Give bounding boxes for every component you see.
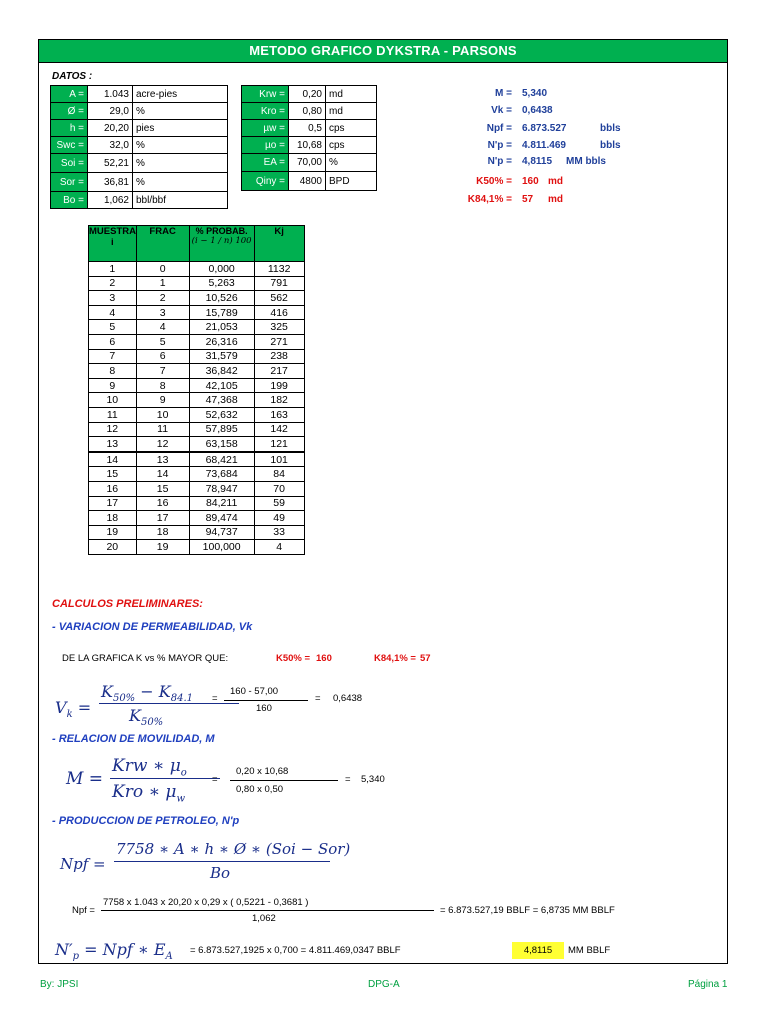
table-cell: 4 bbox=[136, 320, 189, 335]
np-line: = 6.873.527,1925 x 0,700 = 4.811.469,0347 BBLF bbox=[190, 945, 401, 956]
table-cell: 6 bbox=[136, 349, 189, 364]
page-title: METODO GRAFICO DYKSTRA - PARSONS bbox=[38, 39, 728, 63]
table-cell: 42,105 bbox=[189, 378, 254, 393]
table-cell: 5,263 bbox=[189, 276, 254, 291]
table-row bbox=[89, 407, 305, 422]
table-cell: 182 bbox=[254, 393, 304, 408]
table-row bbox=[89, 305, 305, 320]
result-k84-unit: md bbox=[548, 194, 563, 205]
table-row bbox=[89, 262, 305, 277]
result-vk-value: 0,6438 bbox=[522, 105, 553, 116]
table-cell: 57,895 bbox=[189, 422, 254, 437]
table-row bbox=[89, 364, 305, 379]
table-cell: 7 bbox=[89, 349, 137, 364]
table-cell: 14 bbox=[89, 452, 137, 467]
table-cell: 36,842 bbox=[189, 364, 254, 379]
table-row bbox=[89, 378, 305, 393]
table-row bbox=[89, 393, 305, 408]
table-cell: 0 bbox=[136, 262, 189, 277]
table-cell: 3 bbox=[89, 291, 137, 306]
table-cell: 16 bbox=[89, 481, 137, 496]
np-highlight: 4,8115 bbox=[512, 942, 564, 959]
table-cell: 73,684 bbox=[189, 467, 254, 482]
table-cell: 9 bbox=[136, 393, 189, 408]
footer-center: DPG-A bbox=[368, 979, 400, 990]
input-row-swc: Swc = 32,0 % bbox=[51, 137, 228, 154]
result-npmm-value: 4,8115 bbox=[522, 156, 553, 167]
table-cell: 84 bbox=[254, 467, 304, 482]
table-cell: 15 bbox=[136, 481, 189, 496]
table-cell: 63,158 bbox=[189, 437, 254, 452]
result-npf-value: 6.873.527 bbox=[522, 123, 567, 134]
table-cell: 142 bbox=[254, 422, 304, 437]
m-result: 5,340 bbox=[361, 774, 385, 785]
k84-label: K84,1% = bbox=[374, 653, 416, 664]
table-row bbox=[89, 525, 305, 540]
table-cell: 70 bbox=[254, 481, 304, 496]
table-row bbox=[89, 276, 305, 291]
table-cell: 271 bbox=[254, 334, 304, 349]
table-cell: 84,211 bbox=[189, 496, 254, 511]
table-cell: 89,474 bbox=[189, 511, 254, 526]
result-np-unit: bbls bbox=[600, 140, 621, 151]
table-cell: 33 bbox=[254, 525, 304, 540]
header-muestra: MUESTRA i bbox=[89, 226, 137, 262]
table-cell: 8 bbox=[89, 364, 137, 379]
table-cell: 13 bbox=[89, 437, 137, 452]
result-m-label: M = bbox=[495, 88, 512, 99]
table-body bbox=[89, 262, 305, 555]
table-cell: 59 bbox=[254, 496, 304, 511]
table-cell: 94,737 bbox=[189, 525, 254, 540]
npf-numerator: 7758 x 1.043 x 20,20 x 0,29 x ( 0,5221 - 0,3681 ) bbox=[103, 897, 309, 908]
input-row-phi: Ø = 29,0 % bbox=[51, 103, 228, 120]
table-cell: 6 bbox=[89, 334, 137, 349]
table-row bbox=[89, 291, 305, 306]
table-cell: 238 bbox=[254, 349, 304, 364]
input-row-qiny: Qiny = 4800 BPD bbox=[242, 172, 377, 191]
table-header-row bbox=[89, 226, 305, 262]
table-cell: 16 bbox=[136, 496, 189, 511]
table-cell: 17 bbox=[89, 496, 137, 511]
table-cell: 325 bbox=[254, 320, 304, 335]
results-block bbox=[430, 88, 630, 218]
table-cell: 4 bbox=[254, 540, 304, 555]
table-cell: 68,421 bbox=[189, 452, 254, 467]
k84-value: 57 bbox=[420, 653, 431, 664]
table-cell: 4 bbox=[89, 305, 137, 320]
table-cell: 11 bbox=[89, 407, 137, 422]
table-cell: 121 bbox=[254, 437, 304, 452]
input-row-a: A = 1.043 acre-pies bbox=[51, 86, 228, 103]
input-row-h: h = 20,20 pies bbox=[51, 120, 228, 137]
vk-heading: - VARIACION DE PERMEABILIDAD, Vk bbox=[52, 621, 253, 633]
result-np-label: N'p = bbox=[487, 140, 512, 151]
table-cell: 14 bbox=[136, 467, 189, 482]
table-cell: 1 bbox=[136, 276, 189, 291]
table-row bbox=[89, 496, 305, 511]
table-cell: 416 bbox=[254, 305, 304, 320]
table-cell: 10 bbox=[89, 393, 137, 408]
result-npf-unit: bbls bbox=[600, 123, 621, 134]
vk-numerator: 160 - 57,00 bbox=[230, 686, 279, 697]
table-cell: 18 bbox=[89, 511, 137, 526]
inputs-mid-table bbox=[241, 85, 377, 191]
table-cell: 78,947 bbox=[189, 481, 254, 496]
vk-text: DE LA GRAFICA K vs % MAYOR QUE: bbox=[62, 653, 229, 664]
m-heading: - RELACION DE MOVILIDAD, M bbox=[52, 733, 215, 745]
table-row bbox=[89, 452, 305, 467]
table-cell: 18 bbox=[136, 525, 189, 540]
table-cell: 3 bbox=[136, 305, 189, 320]
table-cell: 49 bbox=[254, 511, 304, 526]
input-row-bo: Bo = 1,062 bbl/bbf bbox=[51, 192, 228, 209]
table-cell: 10,526 bbox=[189, 291, 254, 306]
table-row bbox=[89, 320, 305, 335]
input-row-uo: µo = 10,68 cps bbox=[242, 137, 377, 154]
table-cell: 17 bbox=[136, 511, 189, 526]
result-k50-value: 160 bbox=[522, 176, 539, 187]
m-numerator: 0,20 x 10,68 bbox=[236, 766, 289, 777]
m-denominator: 0,80 x 0,50 bbox=[236, 784, 284, 795]
k50-value: 160 bbox=[316, 653, 332, 664]
footer-page: Página 1 bbox=[688, 979, 728, 990]
vk-result: 0,6438 bbox=[333, 693, 363, 704]
calculos-heading: CALCULOS PRELIMINARES: bbox=[52, 598, 203, 610]
table-row bbox=[89, 334, 305, 349]
input-row-kro: Kro = 0,80 md bbox=[242, 103, 377, 120]
npf-result: = 6.873.527,19 BBLF = 6,8735 MM BBLF bbox=[440, 905, 615, 916]
table-cell: 10 bbox=[136, 407, 189, 422]
table-row bbox=[89, 422, 305, 437]
table-cell: 2 bbox=[89, 276, 137, 291]
prob-formula: (i − 1 / n) 100 bbox=[191, 236, 252, 246]
k50-label: K50% = bbox=[276, 653, 311, 664]
table-cell: 199 bbox=[254, 378, 304, 393]
np-unit: MM BBLF bbox=[568, 945, 611, 956]
table-cell: 12 bbox=[136, 437, 189, 452]
muestra-table bbox=[88, 225, 305, 555]
result-npmm-unit: MM bbls bbox=[566, 156, 606, 167]
header-frac: FRAC bbox=[136, 226, 189, 262]
datos-label: DATOS : bbox=[52, 71, 93, 82]
table-cell: 12 bbox=[89, 422, 137, 437]
table-row bbox=[89, 481, 305, 496]
table-cell: 562 bbox=[254, 291, 304, 306]
vk-denominator: 160 bbox=[256, 703, 272, 714]
table-cell: 19 bbox=[136, 540, 189, 555]
np-heading: - PRODUCCION DE PETROLEO, N'p bbox=[52, 815, 240, 827]
input-row-uw: µw = 0,5 cps bbox=[242, 120, 377, 137]
result-k50-label: K50% = bbox=[476, 176, 512, 187]
input-row-ea: EA = 70,00 % bbox=[242, 154, 377, 172]
table-cell: 5 bbox=[136, 334, 189, 349]
table-cell: 47,368 bbox=[189, 393, 254, 408]
table-cell: 7 bbox=[136, 364, 189, 379]
table-row bbox=[89, 349, 305, 364]
table-cell: 26,316 bbox=[189, 334, 254, 349]
table-cell: 163 bbox=[254, 407, 304, 422]
np-formula: $N'_p$ = Npf ∗ $E_A$ bbox=[55, 940, 173, 963]
table-row bbox=[89, 540, 305, 555]
result-npf-label: Npf = bbox=[486, 123, 512, 134]
input-row-soi: Soi = 52,21 % bbox=[51, 154, 228, 173]
table-cell: 15 bbox=[89, 467, 137, 482]
header-kj: Kj bbox=[254, 226, 304, 262]
table-cell: 21,053 bbox=[189, 320, 254, 335]
input-row-sor: Sor = 36,81 % bbox=[51, 173, 228, 192]
table-cell: 11 bbox=[136, 422, 189, 437]
header-prob: % PROBAB. (i − 1 / n) 100 bbox=[189, 226, 254, 262]
result-np-value: 4.811.469 bbox=[522, 140, 566, 151]
table-cell: 9 bbox=[89, 378, 137, 393]
result-k50-unit: md bbox=[548, 176, 563, 187]
table-cell: 0,000 bbox=[189, 262, 254, 277]
table-cell: 5 bbox=[89, 320, 137, 335]
table-cell: 101 bbox=[254, 452, 304, 467]
table-cell: 1 bbox=[89, 262, 137, 277]
table-cell: 791 bbox=[254, 276, 304, 291]
table-cell: 100,000 bbox=[189, 540, 254, 555]
footer-author: By: JPSI bbox=[40, 979, 79, 990]
table-cell: 13 bbox=[136, 452, 189, 467]
table-cell: 20 bbox=[89, 540, 137, 555]
result-vk-label: Vk = bbox=[491, 105, 512, 116]
table-cell: 19 bbox=[89, 525, 137, 540]
table-cell: 52,632 bbox=[189, 407, 254, 422]
table-cell: 2 bbox=[136, 291, 189, 306]
table-cell: 31,579 bbox=[189, 349, 254, 364]
table-cell: 15,789 bbox=[189, 305, 254, 320]
table-row bbox=[89, 511, 305, 526]
table-row bbox=[89, 467, 305, 482]
result-k84-value: 57 bbox=[522, 194, 534, 205]
result-m-value: 5,340 bbox=[522, 88, 548, 99]
table-cell: 8 bbox=[136, 378, 189, 393]
table-row bbox=[89, 437, 305, 452]
table-cell: 217 bbox=[254, 364, 304, 379]
inputs-left-table bbox=[50, 85, 228, 209]
result-k84-label: K84,1% = bbox=[467, 194, 512, 205]
npf-denominator: 1,062 bbox=[252, 913, 276, 924]
result-npmm-label: N'p = bbox=[487, 156, 512, 167]
input-row-krw: Krw = 0,20 md bbox=[242, 86, 377, 103]
table-cell: 1132 bbox=[254, 262, 304, 277]
npf-label: Npf = bbox=[72, 905, 95, 916]
